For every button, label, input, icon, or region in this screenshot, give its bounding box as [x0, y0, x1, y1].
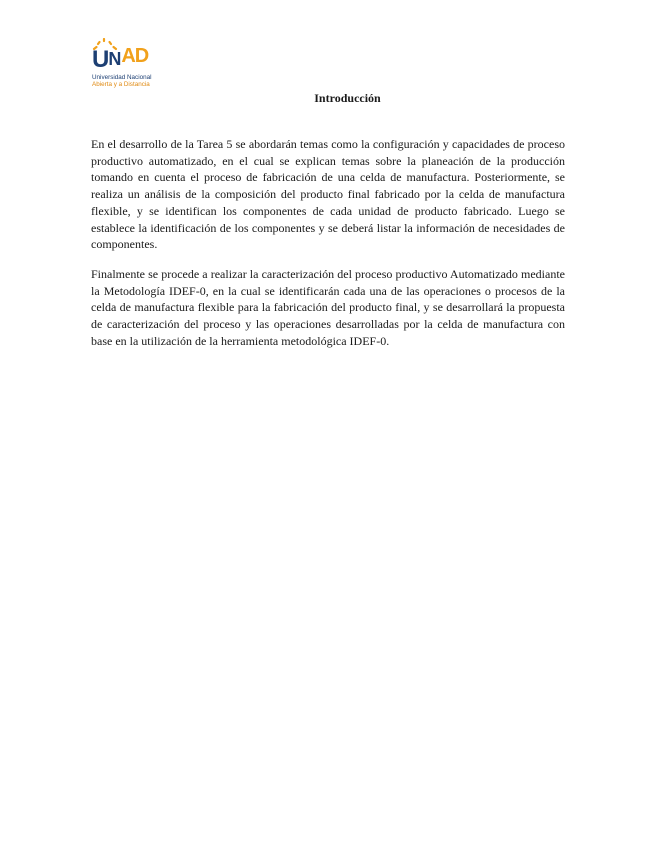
body-text [91, 136, 565, 362]
logo-university-name: Universidad Nacional [92, 74, 152, 81]
paragraph-1: En el desarrollo de la Tarea 5 se abordarán temas como la configuración y capacidades de proceso productivo automatizado, en el cual se explican temas sobre la planeación de la producción tomando en cuenta el proceso de fabricación de una celda de manufactura. Posteriormente, se realiza un análisis de la composición del producto final fabricado por la celda de manufactura flexible, y se identifican los componentes de cada unidad de producto fabricado. Luego se establece la identificación de los componentes y se deberá listar la información de necesidades de componentes. [91, 137, 565, 252]
logo-wordmark [92, 45, 149, 73]
logo-letter-n: N [108, 49, 121, 69]
unad-logo [90, 38, 170, 90]
logo-university-subtitle: Abierta y a Distancia [92, 81, 150, 88]
logo-letters-ad: AD [121, 45, 149, 67]
page-title: Introducción [314, 91, 381, 105]
logo-letter-u: U [92, 46, 109, 73]
paragraph-2: Finalmente se procede a realizar la caracterización del proceso productivo Automatizado mediante la Metodología IDEF-0, en la cual se identificarán cada una de las operaciones o procesos de la celda de manufactura flexible para la fabricación del producto final, y se desarrollará la propuesta de caracterización del proceso y las operaciones desarrolladas por la celda de manufactura con base en la utilización de la herramienta metodológica IDEF-0. [91, 266, 565, 348]
